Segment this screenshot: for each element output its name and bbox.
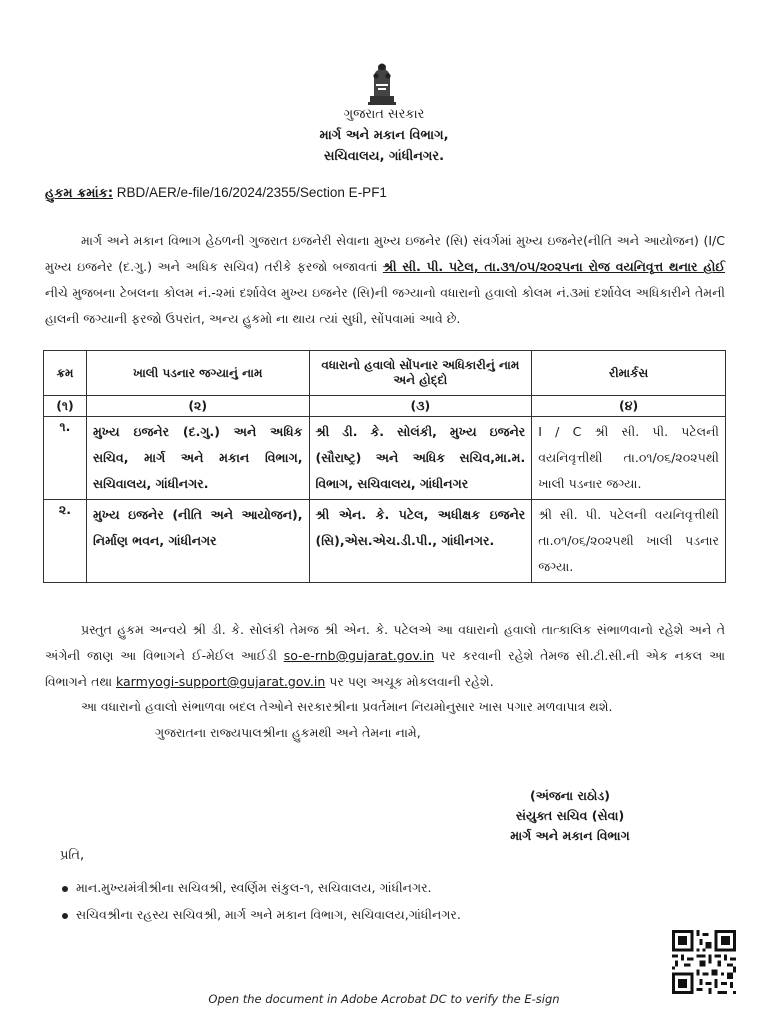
header-government: ગુજરાત સરકાર — [343, 107, 425, 122]
email-link-rnb[interactable]: so-e-rnb@gujarat.gov.in — [283, 648, 435, 663]
row-sr: ૧. — [44, 417, 87, 500]
row-post: મુખ્ય ઇજનેર (નીતિ અને આયોજન), નિર્માણ ભવન, ગાંધીનગર — [86, 500, 309, 583]
table-row — [44, 500, 726, 583]
header-location: સચિવાલય, ગાંધીનગર. — [323, 149, 445, 164]
col-header-sr: ક્રમ — [44, 351, 87, 396]
col-header-post: ખાલી પડનાર જગ્યાનું નામ — [86, 351, 309, 396]
pay-paragraph: આ વધારાનો હવાલો સંભાળવા બદલ તેઓને સરકારશ્રીના પ્રવર્તમાન નિયમોનુસાર ખાસ પગાર મળવાપાત્ર થશે. — [81, 699, 613, 714]
col-number: (૩) — [309, 396, 532, 417]
cc-recipient: માન.મુખ્યમંત્રીશ્રીના સચિવશ્રી, સ્વર્ણિમ સંકુલ-૧, સચિવાલય, ગાંધીનગર. — [76, 880, 432, 895]
instruction-paragraph — [45, 617, 725, 695]
row-remarks: I / C શ્રી સી. પી. પટેલની વયનિવૃત્તીથી તા.૦૧/૦૬/૨૦૨૫થી ખાલી પડનાર જગ્યા. — [532, 417, 726, 500]
charge-table — [43, 350, 726, 583]
table-colnum-row — [44, 396, 726, 417]
signatory-name: (અંજના રાઠોડ) — [530, 788, 610, 803]
national-emblem-icon — [362, 58, 402, 106]
bullet-icon — [62, 913, 68, 919]
email-link-karmyogi[interactable]: karmyogi-support@gujarat.gov.in — [116, 674, 326, 689]
row-officer: શ્રી ડી. કે. સોલંકી, મુખ્ય ઇજનેર (સૌરાષ્ટ્ર) અને અધિક સચિવ,મા.મ. વિભાગ, સચિવાલય, ગાંધીનગર — [309, 417, 532, 500]
cc-recipient: સચિવશ્રીના રહસ્ય સચિવશ્રી, માર્ગ અને મકાન વિભાગ, સચિવાલય,ગાંધીનગર. — [76, 907, 461, 922]
list-item — [62, 907, 461, 923]
signatory-department: માર્ગ અને મકાન વિભાગ — [510, 828, 630, 843]
col-header-remarks: રીમાર્કસ — [532, 351, 726, 396]
order-number-label: હુકમ ક્રમાંક: — [45, 186, 114, 201]
row-remarks: શ્રી સી. પી. પટેલની વયનિવૃત્તીથી તા.૦૧/૦૬/૨૦૨૫થી ખાલી પડનાર જગ્યા. — [532, 500, 726, 583]
col-number: (૪) — [532, 396, 726, 417]
table-row — [44, 417, 726, 500]
row-sr: ૨. — [44, 500, 87, 583]
col-number: (૨) — [86, 396, 309, 417]
intro-text-1: માર્ગ અને મકાન વિભાગ હેઠળની ગુજરાત ઇજનેરી સેવાના મુખ્ય ઇજનેર (સિ) સંવર્ગમાં મુખ્ય ઇજનેર(નીતિ અને આયોજન) (I/C મુખ્ય ઇજનેર (દ.ગુ.) અને અધિક સચિવ) તરીકે ફરજો બજાવતાં — [45, 233, 725, 274]
row-officer: શ્રી એન. કે. પટેલ, અધીક્ષક ઇજનેર (સિ),એસ.એચ.ડી.પી., ગાંધીનગર. — [309, 500, 532, 583]
instruction-text-3: પર પણ અચૂક મોકલવાની રહેશે. — [325, 674, 494, 689]
signatory-designation: સંયુક્ત સચિવ (સેવા) — [515, 808, 625, 823]
table-header-row — [44, 351, 726, 396]
order-number-value: RBD/AER/e-file/16/2024/2355/Section E-PF1 — [113, 185, 387, 200]
intro-paragraph — [45, 228, 725, 332]
instruction-text-1: પ્રસ્તુત હુકમ અન્વયે શ્રી ડી. કે. સોલંકી તેમજ શ્રી એન. કે. પટેલએ આ વધારાનો હવાલો તાત્કાલિક સંભાળવાનો રહેશે અને તે અંગેની જાણ આ વિભાગને ઈ-મેઈલ આઈડી — [45, 622, 725, 663]
intro-text-2: નીચે મુજબના ટેબલના કોલમ નં.-૨માં દર્શાવેલ મુખ્ય ઇજનેર (સિ)ની જગ્યાનો વધારાનો હવાલો કોલમ નં.૩માં દર્શાવેલ અધિકારીને તેમની હાલની જગ્યાની ફરજો ઉપરાંત, અન્ય હુકમો ના થાય ત્યાં સુધી, સોંપવામાં આવે છે. — [45, 285, 725, 326]
row-post: મુખ્ય ઇજનેર (દ.ગુ.) અને અધિક સચિવ, માર્ગ અને મકાન વિભાગ, સચિવાલય, ગાંધીનગર. — [86, 417, 309, 500]
prati-label: પ્રતિ, — [60, 848, 85, 863]
col-number: (૧) — [44, 396, 87, 417]
order-number — [45, 185, 387, 201]
intro-bold-text: શ્રી સી. પી. પટેલ, તા.૩૧/૦૫/૨૦૨૫ના રોજ વયનિવૃત્ત થનાર હોઈ — [382, 259, 725, 274]
governor-order-line: ગુજરાતના રાજ્યપાલશ્રીના હુકમથી અને તેમના નામે, — [155, 725, 421, 740]
qr-code-icon[interactable] — [672, 930, 736, 994]
header-department: માર્ગ અને મકાન વિભાગ, — [319, 128, 449, 143]
esign-footer-note: Open the document in Adobe Acrobat DC to verify the E-sign — [208, 992, 560, 1006]
instruction-text-2: પર કરવાની રહેશે તેમજ સી.ટી.સી.ની એક નકલ આ વિભાગને તથા — [45, 648, 725, 689]
bullet-icon — [62, 886, 68, 892]
list-item — [62, 880, 432, 896]
col-header-officer: વધારાનો હવાલો સોંપનાર અધિકારીનું નામ અને હોદ્દો — [309, 351, 532, 396]
